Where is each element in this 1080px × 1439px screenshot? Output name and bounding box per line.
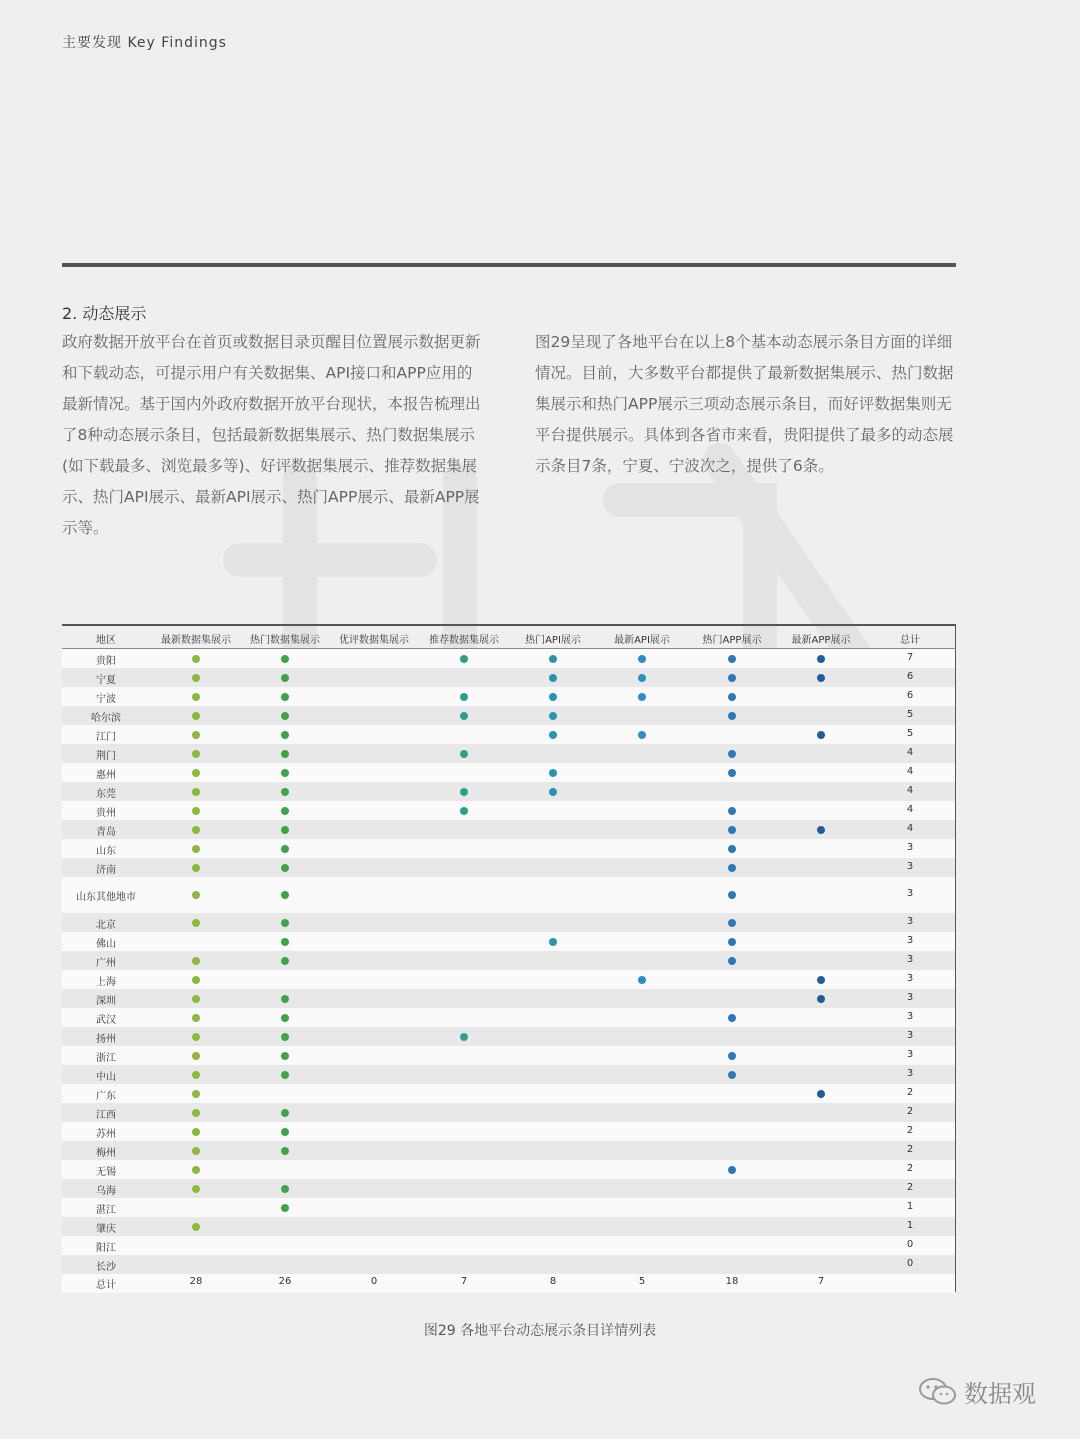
region-label: 阳江 xyxy=(96,1242,116,1254)
column-header: 优评数据集展示 xyxy=(339,635,409,646)
table-row xyxy=(62,1027,955,1046)
presence-dot xyxy=(638,674,646,682)
table-row xyxy=(62,820,955,839)
table-row xyxy=(62,649,955,668)
presence-dot xyxy=(460,1033,468,1041)
presence-dot xyxy=(192,919,200,927)
row-total: 3 xyxy=(906,934,914,946)
table-row xyxy=(62,858,955,877)
row-total: 3 xyxy=(906,1048,914,1060)
table-row xyxy=(62,801,955,820)
presence-dot xyxy=(192,1052,200,1060)
row-total: 3 xyxy=(906,860,914,872)
presence-dot xyxy=(192,693,200,701)
presence-dot xyxy=(192,674,200,682)
presence-dot xyxy=(549,731,557,739)
presence-dot xyxy=(728,826,736,834)
presence-dot xyxy=(460,788,468,796)
row-total: 3 xyxy=(906,888,914,899)
region-label: 乌海 xyxy=(96,1185,116,1197)
row-total: 4 xyxy=(906,803,914,815)
table-row xyxy=(62,877,955,913)
figure-caption: 图29 各地平台动态展示条目详情列表 xyxy=(423,1323,657,1339)
row-total: 1 xyxy=(906,1219,914,1231)
presence-dot xyxy=(817,995,825,1003)
column-header: 总计 xyxy=(900,635,920,646)
table-row xyxy=(62,913,955,932)
column-total: 18 xyxy=(725,1276,739,1287)
column-total: 0 xyxy=(370,1276,378,1287)
presence-dot xyxy=(728,919,736,927)
presence-dot xyxy=(728,1052,736,1060)
presence-dot xyxy=(281,1109,289,1117)
top-divider xyxy=(62,263,956,267)
presence-dot xyxy=(281,750,289,758)
section-title: 2. 动态展示 xyxy=(62,304,147,323)
table-row xyxy=(62,1217,955,1236)
table-row xyxy=(62,1141,955,1160)
findings-table xyxy=(62,624,956,1292)
presence-dot xyxy=(460,712,468,720)
column-header: 热门数据集展示 xyxy=(250,635,320,646)
presence-dot xyxy=(192,957,200,965)
presence-dot xyxy=(192,976,200,984)
region-label: 江西 xyxy=(96,1109,116,1121)
row-total: 4 xyxy=(906,765,914,777)
presence-dot xyxy=(817,826,825,834)
region-label: 无锡 xyxy=(96,1166,116,1178)
presence-dot xyxy=(728,674,736,682)
table-row xyxy=(62,782,955,801)
presence-dot xyxy=(549,938,557,946)
presence-dot xyxy=(638,693,646,701)
presence-dot xyxy=(817,731,825,739)
presence-dot xyxy=(192,826,200,834)
presence-dot xyxy=(281,693,289,701)
presence-dot xyxy=(817,655,825,663)
row-total: 3 xyxy=(906,972,914,984)
presence-dot xyxy=(192,995,200,1003)
presence-dot xyxy=(192,864,200,872)
brand-logo xyxy=(918,1374,1036,1409)
presence-dot xyxy=(281,674,289,682)
row-total: 4 xyxy=(906,822,914,834)
presence-dot xyxy=(728,1071,736,1079)
table-row xyxy=(62,1122,955,1141)
table-row xyxy=(62,763,955,782)
table-row xyxy=(62,1008,955,1027)
region-label: 宁夏 xyxy=(96,674,116,686)
region-label: 青岛 xyxy=(96,826,116,838)
row-total: 5 xyxy=(906,727,914,739)
presence-dot xyxy=(281,1185,289,1193)
presence-dot xyxy=(192,1090,200,1098)
column-total: 8 xyxy=(549,1276,557,1287)
column-header: 热门API展示 xyxy=(525,635,581,646)
row-total: 3 xyxy=(906,1029,914,1041)
presence-dot xyxy=(728,891,736,899)
presence-dot xyxy=(460,750,468,758)
presence-dot xyxy=(281,864,289,872)
table-row xyxy=(62,989,955,1008)
presence-dot xyxy=(192,655,200,663)
presence-dot xyxy=(728,807,736,815)
region-label: 荆门 xyxy=(96,750,116,762)
table-row xyxy=(62,744,955,763)
presence-dot xyxy=(192,1071,200,1079)
presence-dot xyxy=(281,655,289,663)
column-header: 地区 xyxy=(96,635,116,646)
presence-dot xyxy=(728,845,736,853)
presence-dot xyxy=(549,693,557,701)
presence-dot xyxy=(549,712,557,720)
column-header: 热门APP展示 xyxy=(702,635,762,646)
presence-dot xyxy=(728,769,736,777)
column-total: 28 xyxy=(189,1276,203,1287)
column-header: 最新API展示 xyxy=(614,635,670,646)
presence-dot xyxy=(549,788,557,796)
presence-dot xyxy=(192,845,200,853)
totals-row xyxy=(62,1274,955,1293)
presence-dot xyxy=(192,1185,200,1193)
table-row xyxy=(62,1160,955,1179)
presence-dot xyxy=(549,674,557,682)
column-header: 最新APP展示 xyxy=(791,635,851,646)
presence-dot xyxy=(192,750,200,758)
region-label: 浙江 xyxy=(96,1052,116,1064)
region-label: 佛山 xyxy=(96,938,116,950)
column-total: 5 xyxy=(638,1276,646,1287)
table-row xyxy=(62,932,955,951)
presence-dot xyxy=(192,788,200,796)
presence-dot xyxy=(192,769,200,777)
table-header-row xyxy=(62,628,956,649)
region-label: 贵阳 xyxy=(96,655,116,667)
region-label: 惠州 xyxy=(96,769,116,781)
presence-dot xyxy=(817,976,825,984)
presence-dot xyxy=(728,938,736,946)
presence-dot xyxy=(281,1033,289,1041)
presence-dot xyxy=(281,891,289,899)
presence-dot xyxy=(281,1204,289,1212)
presence-dot xyxy=(192,731,200,739)
table-row xyxy=(62,970,955,989)
region-label: 北京 xyxy=(96,919,116,931)
presence-dot xyxy=(728,750,736,758)
totals-label: 总计 xyxy=(96,1280,116,1291)
region-label: 广东 xyxy=(96,1090,116,1102)
presence-dot xyxy=(728,655,736,663)
presence-dot xyxy=(192,1014,200,1022)
presence-dot xyxy=(192,1109,200,1117)
row-total: 1 xyxy=(906,1200,914,1212)
region-label: 广州 xyxy=(96,957,116,969)
presence-dot xyxy=(192,1166,200,1174)
presence-dot xyxy=(281,826,289,834)
row-total: 3 xyxy=(906,1010,914,1022)
presence-dot xyxy=(281,995,289,1003)
table-row xyxy=(62,1236,955,1255)
row-total: 3 xyxy=(906,915,914,927)
region-label: 肇庆 xyxy=(96,1223,116,1235)
region-label: 贵州 xyxy=(96,807,116,819)
presence-dot xyxy=(728,1014,736,1022)
row-total: 3 xyxy=(906,991,914,1003)
presence-dot xyxy=(192,1223,200,1231)
table-row xyxy=(62,1065,955,1084)
region-label: 梅州 xyxy=(96,1147,116,1159)
row-total: 3 xyxy=(906,841,914,853)
table-row xyxy=(62,1255,955,1274)
presence-dot xyxy=(281,1147,289,1155)
presence-dot xyxy=(192,1147,200,1155)
region-label: 东莞 xyxy=(96,788,116,800)
row-total: 3 xyxy=(906,953,914,965)
presence-dot xyxy=(192,712,200,720)
logo-text: 数据观 xyxy=(964,1380,1036,1408)
table-row xyxy=(62,1179,955,1198)
column-header: 推荐数据集展示 xyxy=(429,635,499,646)
column-total: 26 xyxy=(278,1276,292,1287)
row-total: 3 xyxy=(906,1067,914,1079)
presence-dot xyxy=(281,919,289,927)
presence-dot xyxy=(728,957,736,965)
region-label: 长沙 xyxy=(96,1261,116,1273)
region-label: 济南 xyxy=(96,864,116,876)
presence-dot xyxy=(281,845,289,853)
row-total: 7 xyxy=(906,651,914,663)
presence-dot xyxy=(281,769,289,777)
presence-dot xyxy=(728,864,736,872)
row-total: 2 xyxy=(906,1086,914,1098)
region-label: 湛江 xyxy=(96,1204,116,1216)
table-row xyxy=(62,668,955,687)
presence-dot xyxy=(281,807,289,815)
presence-dot xyxy=(281,1128,289,1136)
row-total: 4 xyxy=(906,746,914,758)
region-label: 扬州 xyxy=(96,1033,116,1045)
presence-dot xyxy=(281,731,289,739)
presence-dot xyxy=(728,693,736,701)
presence-dot xyxy=(281,1071,289,1079)
row-total: 0 xyxy=(906,1238,914,1250)
presence-dot xyxy=(638,731,646,739)
region-label: 哈尔滨 xyxy=(91,712,121,724)
presence-dot xyxy=(460,655,468,663)
presence-dot xyxy=(281,957,289,965)
table-row xyxy=(62,951,955,970)
presence-dot xyxy=(192,891,200,899)
body-paragraph-left: 政府数据开放平台在首页或数据目录页醒目位置展示数据更新和下载动态，可提示用户有关数据集、API接口和APP应用的最新情况。基于国内外政府数据开放平台现状，本报告梳理出了8种动态展示条目，包括最新数据集展示、热门数据集展示(如下载最多、浏览最多等)、好评数据集展示、推荐数据集展示、热门API展示、最新API展示、热门APP展示、最新APP展示等。 xyxy=(62,333,481,537)
presence-dot xyxy=(549,655,557,663)
table-row xyxy=(62,1084,955,1103)
table-row xyxy=(62,1198,955,1217)
table-row xyxy=(62,1103,955,1122)
region-label: 苏州 xyxy=(96,1128,116,1140)
presence-dot xyxy=(281,1052,289,1060)
region-label: 江门 xyxy=(96,731,116,743)
presence-dot xyxy=(281,788,289,796)
presence-dot xyxy=(638,655,646,663)
column-total: 7 xyxy=(460,1276,468,1287)
body-paragraph-right: 图29呈现了各地平台在以上8个基本动态展示条目方面的详细情况。目前，大多数平台都提供了最新数据集展示、热门数据集展示和热门APP展示三项动态展示条目，而好评数据集则无平台提供展示。具体到各省市来看，贵阳提供了最多的动态展示条目7条，宁夏、宁波次之，提供了6条。 xyxy=(535,333,954,475)
presence-dot xyxy=(460,807,468,815)
table-row xyxy=(62,687,955,706)
row-total: 5 xyxy=(906,708,914,720)
table-row xyxy=(62,1046,955,1065)
presence-dot xyxy=(192,1033,200,1041)
presence-dot xyxy=(817,1090,825,1098)
row-total: 2 xyxy=(906,1105,914,1117)
presence-dot xyxy=(638,976,646,984)
row-total: 2 xyxy=(906,1181,914,1193)
table-row xyxy=(62,725,955,744)
presence-dot xyxy=(192,1128,200,1136)
row-total: 6 xyxy=(906,670,914,682)
table-row xyxy=(62,839,955,858)
page-header: 主要发现 Key Findings xyxy=(62,35,227,51)
region-label: 武汉 xyxy=(96,1014,116,1026)
table-right-rule xyxy=(955,624,956,1292)
region-label: 宁波 xyxy=(96,693,116,705)
presence-dot xyxy=(728,712,736,720)
presence-dot xyxy=(281,938,289,946)
column-header: 最新数据集展示 xyxy=(161,635,231,646)
row-total: 0 xyxy=(906,1257,914,1269)
table-top-rule xyxy=(62,624,956,626)
presence-dot xyxy=(549,769,557,777)
table-row xyxy=(62,706,955,725)
presence-dot xyxy=(728,1166,736,1174)
row-total: 2 xyxy=(906,1124,914,1136)
presence-dot xyxy=(817,674,825,682)
row-total: 6 xyxy=(906,689,914,701)
presence-dot xyxy=(281,1014,289,1022)
region-label: 深圳 xyxy=(96,995,116,1007)
wechat-icon xyxy=(918,1377,958,1407)
region-label: 山东其他地市 xyxy=(76,892,136,903)
presence-dot xyxy=(281,712,289,720)
row-total: 2 xyxy=(906,1162,914,1174)
column-total: 7 xyxy=(817,1276,825,1287)
region-label: 中山 xyxy=(96,1071,116,1083)
presence-dot xyxy=(192,807,200,815)
region-label: 山东 xyxy=(96,845,116,857)
region-label: 上海 xyxy=(96,976,116,988)
presence-dot xyxy=(460,693,468,701)
row-total: 2 xyxy=(906,1143,914,1155)
row-total: 4 xyxy=(906,784,914,796)
